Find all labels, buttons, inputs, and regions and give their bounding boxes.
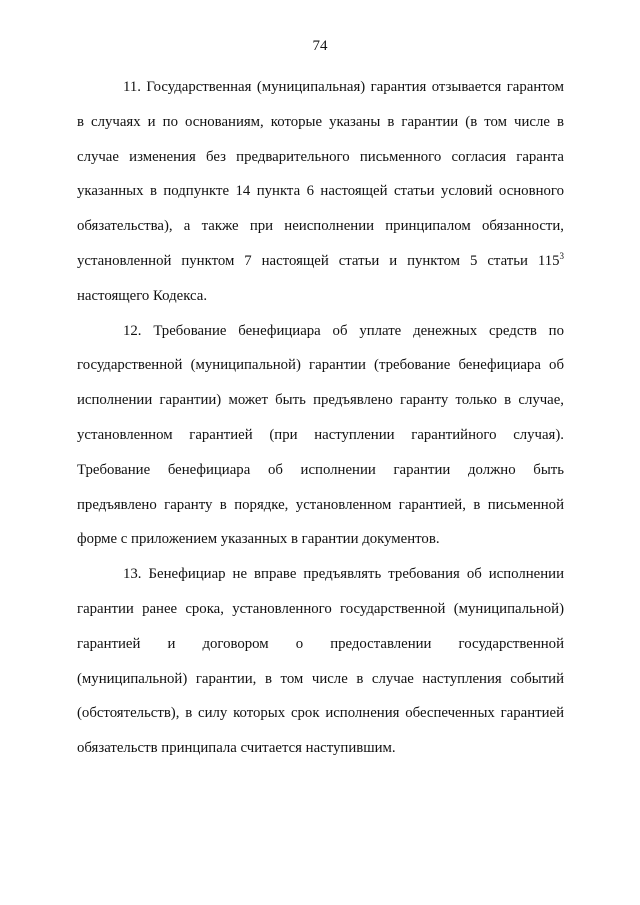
paragraph-line: (муниципальной) гарантии, в том числе в случае наступления событий: [77, 670, 564, 687]
paragraph-13: [77, 557, 564, 766]
paragraph-line: обязательств принципала считается наступившим.: [77, 740, 396, 757]
paragraph-line: установленном гарантией (при наступлении гарантийного случая).: [77, 426, 564, 443]
paragraph-line: настоящего Кодекса.: [77, 287, 208, 304]
paragraph-line: гарантии ранее срока, установленного государственной (муниципальной): [77, 600, 564, 617]
paragraph-line-with-superscript: [77, 244, 564, 279]
page-number: 74: [312, 38, 328, 54]
paragraph-line: случае изменения без предварительного письменного согласия гаранта: [77, 148, 564, 165]
paragraph-line: форме с приложением указанных в гарантии документов.: [77, 531, 440, 548]
document-body: [77, 70, 564, 766]
paragraph-line: Требование бенефициара об исполнении гарантии должно быть: [77, 461, 564, 478]
paragraph-line: обязательства), а также при неисполнении принципалом обязанности,: [77, 218, 564, 235]
paragraph-line: 12. Требование бенефициара об уплате денежных средств по: [123, 322, 564, 339]
paragraph-line: государственной (муниципальной) гарантии (требование бенефициара об: [77, 357, 564, 374]
paragraph-line: указанных в подпункте 14 пункта 6 настоящей статьи условий основного: [77, 183, 564, 200]
superscript: 3: [559, 250, 564, 261]
paragraph-line: (обстоятельств), в силу которых срок исполнения обеспеченных гарантией: [77, 705, 564, 722]
paragraph-line: в случаях и по основаниям, которые указаны в гарантии (в том числе в: [77, 113, 564, 130]
paragraph-12: [77, 314, 564, 558]
paragraph-line: 13. Бенефициар не вправе предъявлять требования об исполнении: [123, 566, 564, 583]
paragraph-11: [77, 70, 564, 314]
paragraph-line: 11. Государственная (муниципальная) гарантия отзывается гарантом: [123, 79, 564, 95]
paragraph-line: предъявлено гаранту в порядке, установленном гарантией, в письменной: [77, 496, 564, 513]
paragraph-line: исполнении гарантии) может быть предъявлено гаранту только в случае,: [77, 392, 564, 409]
line-text: установленной пунктом 7 настоящей статьи и пунктом 5 статьи 115: [77, 252, 560, 269]
paragraph-line: гарантией и договором о предоставлении государственной: [77, 635, 564, 652]
